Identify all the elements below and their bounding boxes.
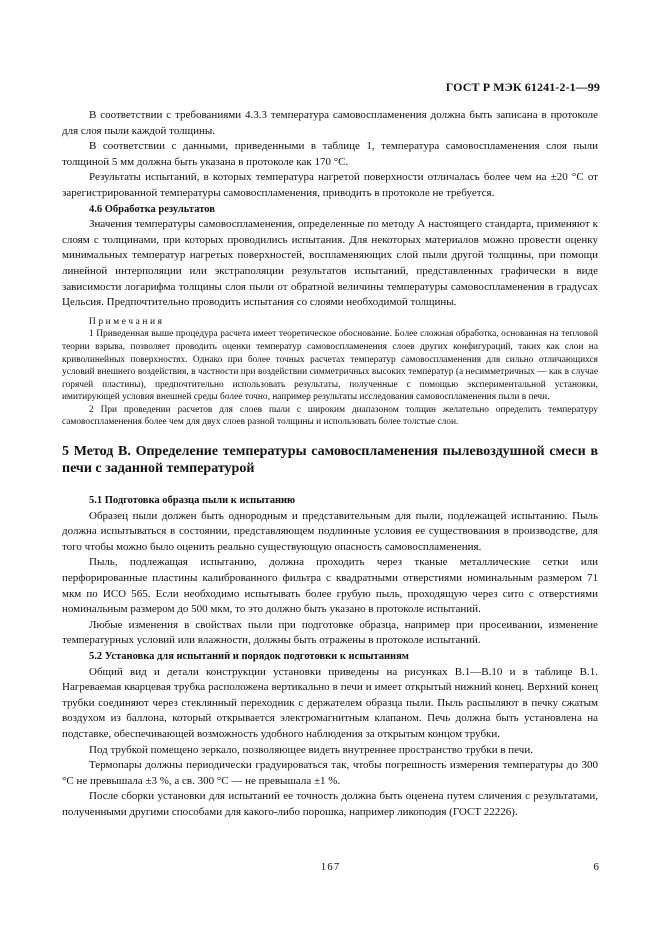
note-1: 1 Приведенная выше процедура расчета имеет теоретическое обоснование. Более сложная обработка, основанная на тепловой теории взрыва, позволяет проводить оценки температур самовоспламенения слоев других конфигураций, таких как слои на криволинейных поверхностях. Однако при более точных расчетах температур самовоспламенения для сильно отличающихся условий внешнего воздействия, в частности при воздействии симметричных высоких температур (а несимметричных — как в случае горячей пластины), предпочтительно использовать результаты, полученные с помощью экспериментальной установки, имитирующей условия внешней среды более точно, например результаты исследования самовоспламенения пыли в печи. [62, 329, 598, 403]
paragraph-results-deviation: Результаты испытаний, в которых температура нагретой поверхности отличалась более чем на ±20 °С от зарегистрированной температуры самовоспламенения, приводить в протоколе не требуется. [62, 171, 598, 199]
paragraph-results-processing: Значения температуры самовоспламенения, определенные по методу А настоящего стандарта, применяют к слоям с толщинами, при которых проводились испытания. Для некоторых материалов можно провести оценку минимальных температур нагретых поверхностей, воспламеняющих слой пыли другой толщины, при помощи линейной интерполяции или экстраполяции результатов испытаний, представленных графически в виде зависимости логарифма толщины слоя пыли от обратной величины температуры самовоспламенения в градусах Цельсия. Предпочтительно проводить испытания со слоями необходимой толщины. [62, 218, 598, 309]
section-heading-5-2: 5.2 Установка для испытаний и порядок подготовки к испытаниям [89, 651, 409, 662]
paragraph-sample-uniformity: Образец пыли должен быть однородным и представительным для пыли, подлежащей испытанию. Пыль должна испытываться в состоянии, представляющем подлинные условия ее существования в производстве, для того чтобы можно было оценить реально существующую опасность самовоспламенения. [62, 509, 598, 553]
paragraph-protocol-record: В соответствии с требованиями 4.3.3 температура самовоспламенения должна быть записана в протоколе для слоя пыли каждой толщины. [62, 109, 598, 137]
paragraph-apparatus-description: Общий вид и детали конструкции установки приведены на рисунках В.1—В.10 и в таблице В.1. Нагреваемая кварцевая трубка расположена вертикально в печи и имеет открытый нижний конец. Верхний конец трубки соединяют через стеклянный переходник с держателем образца пыли. Пыль распыляют в печку сжатым воздухом из баллона, который открывается электромагнитным клапаном. Печь должна быть установлена на подставке, обеспечивающей возможность удобного наблюдения за открытым концом трубки. [62, 665, 598, 740]
paragraph-table-reference: В соответствии с данными, приведенными в таблице 1, температура самовоспламенения слоя пыли толщиной 5 мм должна быть указана в протоколе как 170 °С. [62, 140, 598, 168]
note-2: 2 При проведении расчетов для слоев пыли с широким диапазоном толщин желательно определить температуру самовоспламенения более чем для двух слоев разной толщины и использовать более толстые слои. [62, 404, 598, 428]
notes-title: Примечания [89, 316, 165, 327]
paragraph-sieve-requirements: Пыль, подлежащая испытанию, должна проходить через тканые металлические сетки или перфорированные пластины калиброванного фильтра с квадратными отверстиями номинальным размером 71 мкм по ИСО 565. Если необходимо испытывать более грубую пыль, проходящую через сито с отверстиями номинальным размером до 500 мкм, то это должно быть указано в протоколе испытаний. [62, 556, 598, 616]
page-number: 167 [320, 861, 341, 873]
document-header-standard-code: ГОСТ Р МЭК 61241-2-1—99 [445, 80, 600, 94]
paragraph-thermocouples: Термопары должны периодически градуироваться так, чтобы погрешность измерения температуры до 300 °С не превышала ±3 %, а св. 300 °С — не превышала ±1 %. [62, 759, 598, 787]
paragraph-calibration: После сборки установки для испытаний ее точность должна быть оценена путем сличения с результатами, полученными другими способами для какого-либо порошка, например ликоподия (ГОСТ 22226). [62, 790, 598, 818]
paragraph-mirror: Под трубкой помещено зеркало, позволяющее видеть внутреннее пространство трубки в печи. [89, 743, 533, 756]
section-heading-5: 5 Метод В. Определение температуры самовоспламенения пылевоздушной смеси в печи с заданной температурой [62, 444, 598, 477]
paragraph-property-changes: Любые изменения в свойствах пыли при подготовке образца, например при просеивании, изменение температурных условий или влажности, должны быть отражены в протоколе испытаний. [62, 618, 598, 647]
section-heading-4-6: 4.6 Обработка результатов [89, 203, 215, 215]
document-body [62, 108, 598, 821]
sheet-number: 6 [593, 861, 599, 873]
section-heading-5-1: 5.1 Подготовка образца пыли к испытанию [89, 495, 296, 507]
